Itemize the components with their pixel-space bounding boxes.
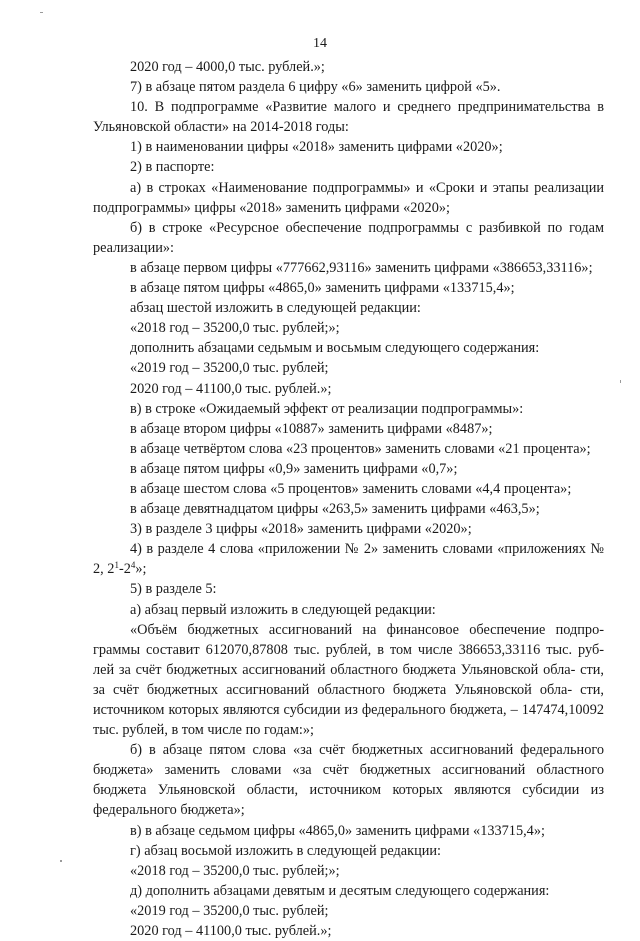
paragraph: а) в строках «Наименование подпрограммы» и «Сроки и этапы реализации подпрограммы» цифры «2018» заменить цифрами «2020»; bbox=[93, 179, 604, 216]
paragraph: в абзаце пятом цифры «0,9» заменить цифрами «0,7»; bbox=[130, 460, 458, 477]
paragraph: д) дополнить абзацами девятым и десятым следующего содержания: bbox=[130, 882, 550, 899]
paragraph: 2020 год – 41100,0 тыс. рублей.»; bbox=[130, 923, 332, 940]
paragraph: 7) в абзаце пятом раздела 6 цифру «6» заменить цифрой «5». bbox=[130, 79, 501, 96]
paragraph: «2019 год – 35200,0 тыс. рублей; bbox=[130, 360, 329, 377]
scan-mark bbox=[60, 860, 62, 862]
paragraph: в абзаце шестом слова «5 процентов» заменить словами «4,4 процента»; bbox=[130, 480, 572, 497]
paragraph: б) в абзаце пятом слова «за счёт бюджетных ассигнований федерального бюджета» заменить словами «за счёт бюджетных ассигнований областного бюджета Ульяновской области, источником которых являются субсидии из федерального бюджета»; bbox=[93, 742, 604, 819]
paragraph: в абзаце девятнадцатом цифры «263,5» заменить цифрами «463,5»; bbox=[130, 501, 540, 518]
paragraph-text: »; bbox=[135, 561, 147, 578]
paragraph bbox=[93, 539, 604, 579]
paragraph: в абзаце первом цифры «777662,93116» заменить цифрами «386653,33116»; bbox=[130, 259, 593, 276]
paragraph: в абзаце четвёртом слова «23 процентов» заменить словами «21 процента»; bbox=[130, 440, 591, 457]
paragraph: «2018 год – 35200,0 тыс. рублей;»; bbox=[130, 862, 340, 879]
superscript: 4 bbox=[130, 560, 136, 571]
paragraph: абзац шестой изложить в следующей редакции: bbox=[130, 300, 421, 317]
paragraph: дополнить абзацами седьмым и восьмым следующего содержания: bbox=[130, 340, 540, 357]
paragraph: «Объём бюджетных ассигнований на финансовое обеспечение подпро- граммы составит 612070,87808 тыс. рублей, в том числе 386653,33116 тыс. руб- лей за счёт бюджетных ассигнований областного бюджета Ульяновской обла- сти, за счёт бюджетных ассигнований областного бюджета Ульяновской обла- сти, источником которых являются субсидии из федерального бюджета, – 147474,10092 тыс. рублей, в том числе по годам:»; bbox=[93, 621, 604, 739]
paragraph: б) в строке «Ресурсное обеспечение подпрограммы с разбивкой по годам реализации»: bbox=[93, 219, 604, 256]
scan-mark bbox=[620, 380, 621, 383]
paragraph: 2020 год – 41100,0 тыс. рублей.»; bbox=[130, 380, 332, 397]
paragraph: 2020 год – 4000,0 тыс. рублей.»; bbox=[130, 59, 325, 75]
paragraph: а) абзац первый изложить в следующей редакции: bbox=[130, 601, 436, 618]
document-body bbox=[93, 57, 604, 941]
paragraph: в) в абзаце седьмом цифры «4865,0» заменить цифрами «133715,4»; bbox=[130, 822, 545, 839]
paragraph-text: -2 bbox=[118, 561, 131, 578]
superscript: 1 bbox=[114, 560, 119, 571]
paragraph: в абзаце пятом цифры «4865,0» заменить цифрами «133715,4»; bbox=[130, 280, 515, 297]
page-number: 14 bbox=[313, 36, 327, 51]
paragraph: в абзаце втором цифры «10887» заменить цифрами «8487»; bbox=[130, 420, 493, 437]
scan-mark bbox=[40, 12, 43, 13]
paragraph: 10. В подпрограмме «Развитие малого и среднего предпринимательства в Ульяновской области» на 2014-2018 годы: bbox=[93, 99, 604, 136]
paragraph: 3) в разделе 3 цифры «2018» заменить цифрами «2020»; bbox=[130, 521, 472, 538]
paragraph: 5) в разделе 5: bbox=[130, 581, 217, 598]
paragraph: «2019 год – 35200,0 тыс. рублей; bbox=[130, 902, 329, 919]
paragraph-text: 4) в разделе 4 слова «приложении № 2» заменить словами «приложениях № 2, 2 bbox=[93, 541, 604, 578]
paragraph: 2) в паспорте: bbox=[130, 159, 215, 176]
paragraph: «2018 год – 35200,0 тыс. рублей;»; bbox=[130, 320, 340, 337]
paragraph: г) абзац восьмой изложить в следующей редакции: bbox=[130, 842, 442, 859]
paragraph: в) в строке «Ожидаемый эффект от реализации подпрограммы»: bbox=[130, 400, 524, 417]
paragraph: 1) в наименовании цифры «2018» заменить цифрами «2020»; bbox=[130, 139, 503, 156]
